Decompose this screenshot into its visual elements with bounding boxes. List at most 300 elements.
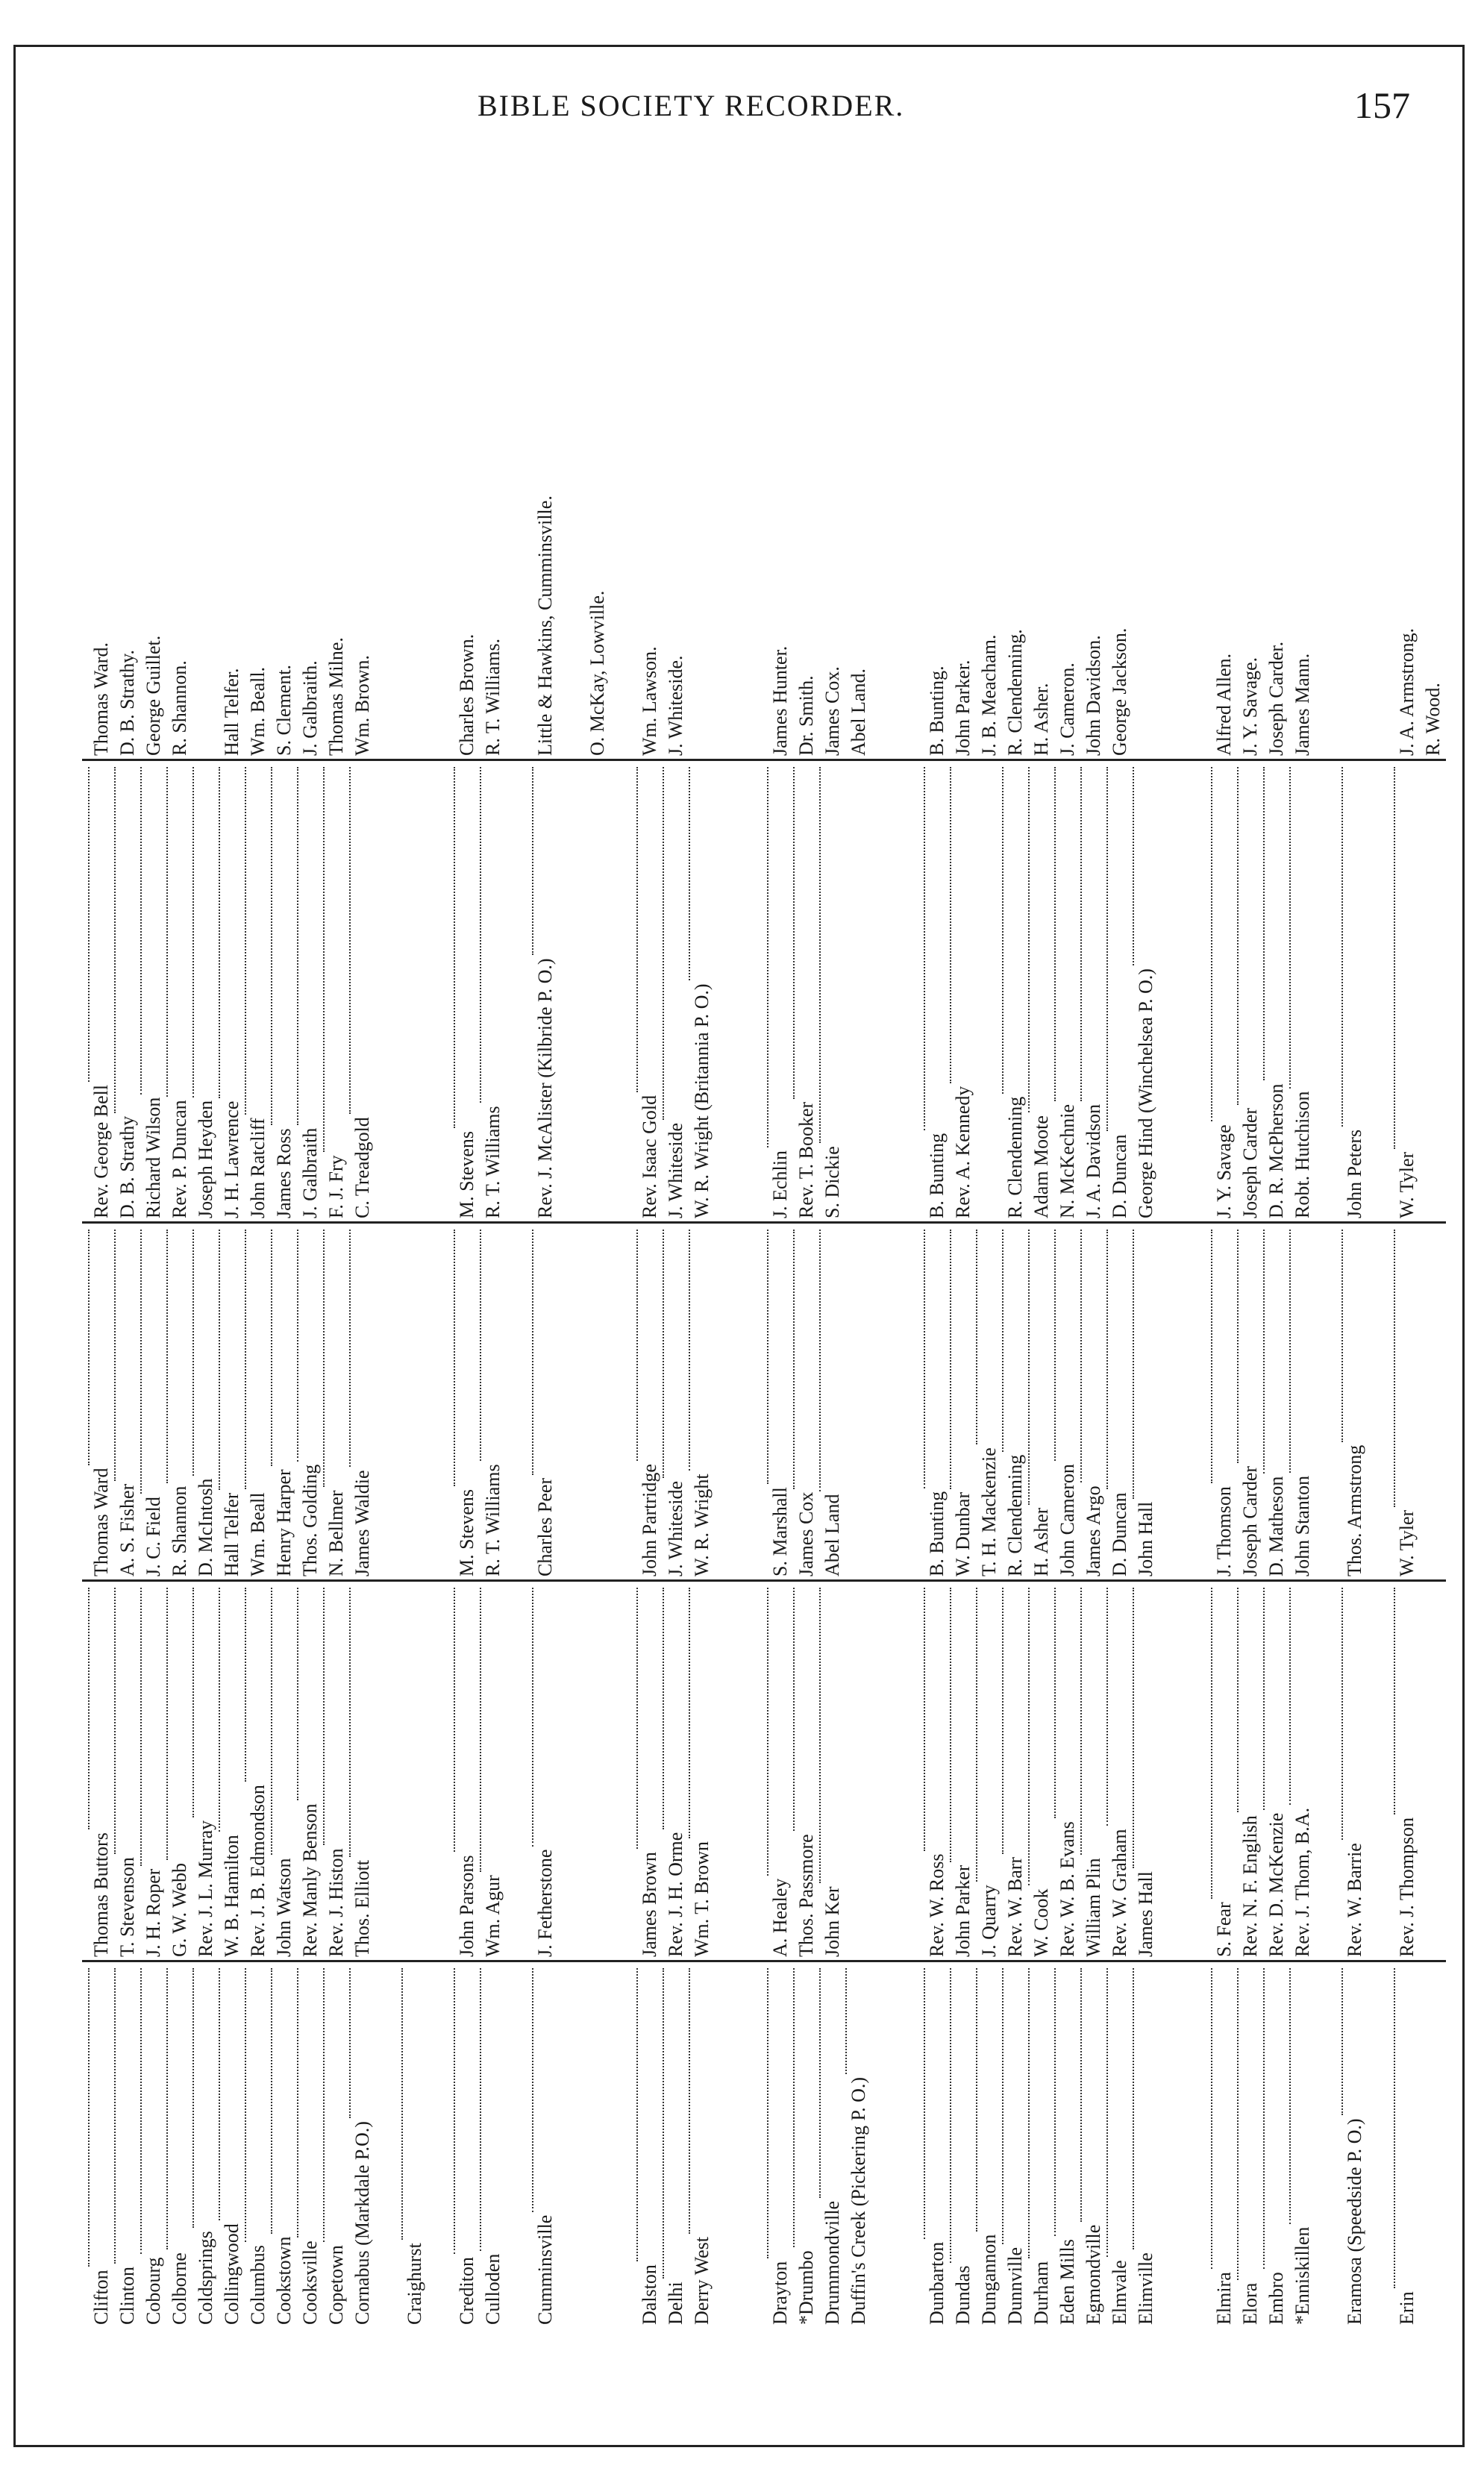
table-cell [454, 1962, 480, 2328]
table-cell [819, 97, 845, 759]
cell-text: John Hall [1135, 1501, 1156, 1576]
cell-text: F. J. Fry [325, 1155, 347, 1218]
cell-text: George Hind (Winchelsea P. O.) [1135, 968, 1156, 1218]
table-cell [219, 97, 245, 759]
cell-text: Thos. Elliott [351, 1860, 373, 1957]
cell-text: Dungannon [978, 2234, 1000, 2325]
table-cell [271, 1224, 297, 1579]
table-cell [1028, 1224, 1054, 1579]
cell-text: Drummondville [821, 2200, 843, 2325]
cell-text: Rev. Manly Benson [299, 1803, 321, 1957]
dot-leader [323, 1230, 325, 1487]
dot-leader [297, 1968, 298, 2238]
dot-leader [245, 1968, 246, 2242]
cell-text: N. McKechnie [1056, 1103, 1078, 1218]
dot-leader [349, 1230, 351, 1467]
table-cell [219, 1224, 245, 1579]
row-gap [1315, 97, 1341, 759]
table-cell [219, 1582, 245, 1960]
dot-leader [192, 1968, 194, 2228]
dot-leader [950, 1968, 951, 2263]
row-gap [1185, 97, 1211, 759]
cell-text: J. Y. Savage [1213, 1124, 1235, 1218]
table-cell [950, 1582, 976, 1960]
dot-leader [271, 1230, 272, 1466]
table-cell [793, 761, 819, 1221]
table-cell [166, 97, 192, 759]
cell-text: W. Dunbar [952, 1491, 974, 1576]
table-cell [1054, 1582, 1080, 1960]
dot-leader [88, 1968, 90, 2267]
cell-text: John Cameron [1056, 1464, 1078, 1576]
cell-text: J. H. Roper [143, 1868, 164, 1957]
table-cell [663, 1582, 689, 1960]
dot-leader [1237, 1230, 1239, 1463]
table-cell [793, 1582, 819, 1960]
cell-text: Dunbarton [926, 2241, 948, 2325]
row-gap [1185, 1962, 1211, 2328]
dot-leader [297, 1230, 298, 1462]
table-cell [454, 1224, 480, 1579]
cell-text: Columbus [247, 2245, 269, 2325]
cell-text: Craighurst [404, 2243, 425, 2325]
table-cell [1002, 1962, 1028, 2328]
table-cell [1106, 1962, 1133, 2328]
dot-leader [271, 1588, 272, 1856]
cell-text: R. T. Williams. [482, 638, 504, 756]
table-cell [845, 97, 898, 759]
row-gap [610, 1224, 636, 1579]
cell-text: J. Echlin [769, 1150, 791, 1218]
dot-leader [1289, 1968, 1291, 2224]
cell-text: J. Cameron. [1056, 663, 1078, 756]
table-cell [1054, 1962, 1080, 2328]
cell-text: W. Tyler [1396, 1151, 1418, 1218]
cell-text: Wm. T. Brown [691, 1841, 713, 1957]
dot-leader [1237, 1588, 1239, 1812]
cell-text: Rev. D. McKenzie [1265, 1812, 1287, 1957]
cell-text: D. Matheson [1265, 1476, 1287, 1576]
dot-leader [689, 1588, 690, 1838]
table-cell [819, 761, 845, 1221]
table-cell [219, 761, 245, 1221]
cell-text: B. Bunting [926, 1491, 948, 1576]
table-cell [1133, 97, 1185, 759]
dot-leader [140, 1230, 142, 1494]
dot-leader [88, 1588, 90, 1829]
dot-leader [140, 1588, 142, 1866]
row-gap [428, 97, 454, 759]
dot-leader [532, 1588, 533, 1847]
cell-text: Thos. Golding [299, 1464, 321, 1576]
cell-text: Joseph Carder [1239, 1465, 1261, 1576]
cell-text: S. Marshall [769, 1487, 791, 1576]
dot-leader [349, 1968, 351, 2118]
cell-text: Rev. A. Kennedy [952, 1086, 974, 1218]
cell-text: Cobourg [143, 2257, 164, 2325]
cell-text: J. Quarry [978, 1885, 1000, 1957]
row-gap [1185, 761, 1211, 1221]
table-cell [950, 1962, 976, 2328]
cell-text: R. T. Williams [482, 1464, 504, 1576]
dot-leader [219, 767, 220, 1098]
cell-text: J. A. Davidson [1083, 1103, 1104, 1218]
table-cell [1028, 761, 1054, 1221]
cell-text: Thomas Ward [90, 1468, 112, 1576]
dot-leader [349, 767, 351, 1114]
table-cell [454, 1582, 480, 1960]
table-cell [767, 1962, 793, 2328]
column-treasurer [82, 1224, 1446, 1582]
dot-leader [1133, 1230, 1134, 1499]
cell-text: Rev. W. B. Evans [1056, 1821, 1078, 1957]
dot-leader [297, 767, 298, 1125]
table-cell [924, 761, 950, 1221]
cell-text: Coldsprings [195, 2231, 216, 2325]
dot-leader [819, 1588, 821, 1883]
row-gap [610, 1962, 636, 2328]
cell-text: C. Treadgold [351, 1117, 373, 1218]
dot-leader [1133, 767, 1134, 965]
cell-text: Duffin's Creek (Pickering P. O.) [848, 2076, 869, 2325]
table-cell [1341, 1224, 1394, 1579]
cell-text: John Parker. [952, 660, 974, 756]
table-cell [271, 97, 297, 759]
cell-text: Rev. George Bell [90, 1084, 112, 1218]
dot-leader [1002, 767, 1004, 1094]
dot-leader [976, 1230, 977, 1444]
table-cell [114, 97, 140, 759]
dot-leader [1263, 1588, 1265, 1810]
table-cell [401, 1582, 428, 1960]
table-cell [88, 1582, 114, 1960]
column-depositary [82, 97, 1446, 761]
table-cell [1054, 761, 1080, 1221]
dot-leader [793, 1230, 795, 1489]
table-cell [532, 1582, 584, 1960]
column-place [82, 1962, 1446, 2328]
cell-text: D. R. McPherson [1265, 1083, 1287, 1218]
column-president [82, 1582, 1446, 1962]
table-cell [1394, 1582, 1420, 1960]
dot-leader [767, 1230, 768, 1484]
table-cell [532, 1962, 584, 2328]
dot-leader [271, 1968, 272, 2234]
table-cell [480, 1224, 506, 1579]
table-cell [1002, 1582, 1028, 1960]
table-cell [1341, 97, 1394, 759]
cell-text: Rev. J. Histon [325, 1848, 347, 1957]
table-cell [976, 1962, 1002, 2328]
dot-leader [1211, 767, 1212, 1121]
table-cell [1133, 1224, 1185, 1579]
cell-text: R. Clendenning [1004, 1454, 1026, 1576]
table-cell [793, 1962, 819, 2328]
table-cell [845, 761, 898, 1221]
dot-leader [1341, 1230, 1343, 1442]
dot-leader [950, 1230, 951, 1489]
cell-text: Charles Peer [534, 1477, 556, 1576]
table-cell [323, 97, 349, 759]
table-cell [88, 97, 114, 759]
table-cell [271, 1962, 297, 2328]
table-cell [401, 97, 428, 759]
cell-text: Rev. T. Booker [795, 1101, 817, 1218]
cell-text: O. McKay, Lowville. [586, 590, 608, 756]
cell-text: M. Stevens [456, 1489, 478, 1576]
dot-leader [480, 1968, 481, 2251]
cell-text: John Parker [952, 1864, 974, 1957]
dot-leader [271, 767, 272, 1125]
dot-leader [114, 1230, 116, 1481]
dot-leader [297, 1588, 298, 1800]
dot-leader [1394, 1230, 1395, 1507]
table-cell [245, 1962, 271, 2328]
column-secretary [82, 761, 1446, 1224]
dot-leader [192, 767, 194, 1097]
dot-leader [663, 1588, 664, 1829]
cell-text: James Brown [639, 1852, 660, 1957]
cell-text: James Waldie [351, 1470, 373, 1576]
cell-text: Dunnville [1004, 2247, 1026, 2325]
table-cell [480, 1962, 506, 2328]
cell-text: Little & Hawkins, Cumminsville. [534, 495, 556, 756]
row-gap [741, 1962, 767, 2328]
dot-leader [1211, 1968, 1212, 2269]
cell-text: James Hall [1135, 1871, 1156, 1957]
table-cell [1420, 1962, 1446, 2328]
table-cell [323, 1582, 349, 1960]
dot-leader [166, 1588, 168, 1860]
cell-text: George Jackson. [1109, 627, 1130, 756]
table-cell [1263, 761, 1289, 1221]
cell-text: Erin [1396, 2291, 1418, 2325]
table-cell [767, 1224, 793, 1579]
cell-text: Charles Brown. [456, 633, 478, 756]
dot-leader [401, 1968, 403, 2240]
dot-leader [166, 767, 168, 1097]
cell-text: Joseph Carder. [1265, 641, 1287, 756]
cell-text: J. Whiteside [665, 1480, 686, 1576]
dot-leader [88, 1230, 90, 1465]
cell-text: D. Duncan [1109, 1492, 1130, 1576]
row-gap [741, 761, 767, 1221]
table-cell [819, 1582, 845, 1960]
dot-leader [532, 767, 533, 955]
dot-leader [454, 1968, 455, 2254]
table-cell [1002, 1224, 1028, 1579]
table-cell [1002, 97, 1028, 759]
row-gap [506, 1224, 532, 1579]
table-cell [924, 1962, 950, 2328]
table-cell [1420, 1582, 1446, 1960]
row-gap [428, 1962, 454, 2328]
table-cell [192, 1962, 219, 2328]
dot-leader [767, 767, 768, 1147]
cell-text: D. B. Strathy [116, 1115, 138, 1218]
dot-leader [793, 1968, 795, 2247]
dot-leader [950, 767, 951, 1083]
cell-text: John Davidson. [1083, 635, 1104, 756]
table-cell [924, 1582, 950, 1960]
table-cell [584, 761, 610, 1221]
cell-text: Thomas Milne. [325, 637, 347, 756]
table-cell [297, 761, 323, 1221]
dot-leader [1002, 1968, 1004, 2244]
dot-leader [1289, 767, 1291, 1089]
table-cell [532, 97, 584, 759]
dot-leader [1263, 1230, 1265, 1474]
cell-text: John Parsons [456, 1855, 478, 1957]
table-cell [1211, 1962, 1237, 2328]
running-title: BIBLE SOCIETY RECORDER. [478, 89, 905, 122]
table-cell [1341, 1962, 1394, 2328]
cell-text: Rev. W. Barr [1004, 1856, 1026, 1957]
table-cell [689, 1962, 741, 2328]
row-gap [1315, 1582, 1341, 1960]
table-cell [114, 1962, 140, 2328]
table-cell [1080, 1582, 1106, 1960]
cell-text: Wm. Agur [482, 1875, 504, 1957]
cell-text: Elmira [1213, 2272, 1235, 2325]
dot-leader [349, 1588, 351, 1857]
cell-text: William Plin [1083, 1858, 1104, 1957]
table-cell [845, 1962, 898, 2328]
dot-leader [1080, 1230, 1082, 1482]
row-gap [898, 1962, 924, 2328]
cell-text: Rev. J. Thom, B.A. [1292, 1807, 1313, 1957]
cell-text: Elmvale [1109, 2260, 1130, 2325]
dot-leader [114, 1968, 116, 2264]
dot-leader [950, 1588, 951, 1862]
table-cell [584, 1224, 610, 1579]
cell-text: J. C. Field [143, 1497, 164, 1576]
table-cell [819, 1224, 845, 1579]
table-cell [1237, 1582, 1263, 1960]
cell-text: Wm. Beall. [247, 666, 269, 756]
dot-leader [1133, 1588, 1134, 1868]
cell-text: Clinton [116, 2266, 138, 2325]
dot-leader [532, 1968, 533, 2212]
table-cell [454, 761, 480, 1221]
cell-text: James Mann. [1292, 653, 1313, 756]
table-cell [88, 1962, 114, 2328]
table-cell [166, 1224, 192, 1579]
table-cell [166, 1962, 192, 2328]
row-gap [428, 1224, 454, 1579]
table-cell [245, 97, 271, 759]
table-cell [924, 1224, 950, 1579]
table-cell [323, 1224, 349, 1579]
row-gap [898, 97, 924, 759]
dot-leader [454, 767, 455, 1128]
table-cell [1263, 1962, 1289, 2328]
table-cell [114, 1582, 140, 1960]
dot-leader [192, 1588, 194, 1817]
cell-text: Egmondville [1083, 2224, 1104, 2325]
table-cell [1237, 1224, 1263, 1579]
table-cell [689, 761, 741, 1221]
dot-leader [924, 767, 925, 1130]
table-cell [1080, 761, 1106, 1221]
dot-leader [1028, 767, 1030, 1112]
table-cell [689, 97, 741, 759]
table-cell [401, 761, 428, 1221]
dot-leader [636, 1968, 638, 2261]
cell-text: R. Wood. [1422, 683, 1444, 756]
cell-text: Rev. W. Ross [926, 1853, 948, 1957]
cell-text: Henry Harper [273, 1469, 295, 1576]
cell-text: D. McIntosh [195, 1478, 216, 1576]
cell-text: *Enniskillen [1292, 2226, 1313, 2325]
cell-text: Rev. J. L. Murray [195, 1820, 216, 1957]
cell-text: W. Tyler [1396, 1509, 1418, 1576]
table-cell [480, 97, 506, 759]
table-cell [1080, 1224, 1106, 1579]
table-cell [1394, 97, 1420, 759]
table-cell [1289, 1224, 1315, 1579]
dot-leader [689, 767, 690, 980]
cell-text: Rev. W. Graham [1109, 1829, 1130, 1957]
dot-leader [114, 767, 116, 1113]
dot-leader [636, 767, 638, 1092]
cell-text: Rev. J. B. Edmondson [247, 1785, 269, 1957]
dot-leader [1237, 767, 1239, 1105]
cell-text: Crediton [456, 2257, 478, 2325]
table-cell [1080, 1962, 1106, 2328]
table-cell [454, 97, 480, 759]
table-cell [1211, 1582, 1237, 1960]
cell-text: Drayton [769, 2261, 791, 2325]
table-cell [297, 1582, 323, 1960]
row-gap [506, 1582, 532, 1960]
dot-leader [793, 767, 795, 1099]
dot-leader [1054, 1968, 1056, 2236]
table-cell [1289, 1582, 1315, 1960]
table-cell [1106, 1582, 1133, 1960]
table-cell [192, 1582, 219, 1960]
cell-text: G. W. Webb [169, 1863, 190, 1957]
table-cell [1341, 1582, 1394, 1960]
table-cell [1054, 1224, 1080, 1579]
table-cell [819, 1962, 845, 2328]
cell-text: *Drumbo [795, 2250, 817, 2325]
table-cell [1263, 1224, 1289, 1579]
table-cell [976, 97, 1002, 759]
table-cell [845, 1224, 898, 1579]
cell-text: S. Fear [1213, 1902, 1235, 1957]
dot-leader [1106, 1230, 1108, 1489]
dot-leader [219, 1588, 220, 1832]
cell-text: Rev. W. Barrie [1344, 1843, 1365, 1957]
cell-text: James Hunter. [769, 645, 791, 756]
dot-leader [1263, 1968, 1265, 2269]
table-cell [793, 1224, 819, 1579]
table-cell [532, 761, 584, 1221]
cell-text: Elimville [1135, 2252, 1156, 2325]
cell-text: R. Shannon [169, 1485, 190, 1576]
cell-text: R. T. Williams [482, 1106, 504, 1218]
table-cell [1106, 1224, 1133, 1579]
cell-text: James Argo [1083, 1485, 1104, 1576]
dot-leader [1080, 1968, 1082, 2222]
cell-text: J. Galbraith [299, 1127, 321, 1218]
row-gap [741, 97, 767, 759]
page-number: 157 [1354, 84, 1410, 126]
table-cell [1263, 1582, 1289, 1960]
table-cell [480, 761, 506, 1221]
cell-text: Thomas Ward. [90, 642, 112, 756]
